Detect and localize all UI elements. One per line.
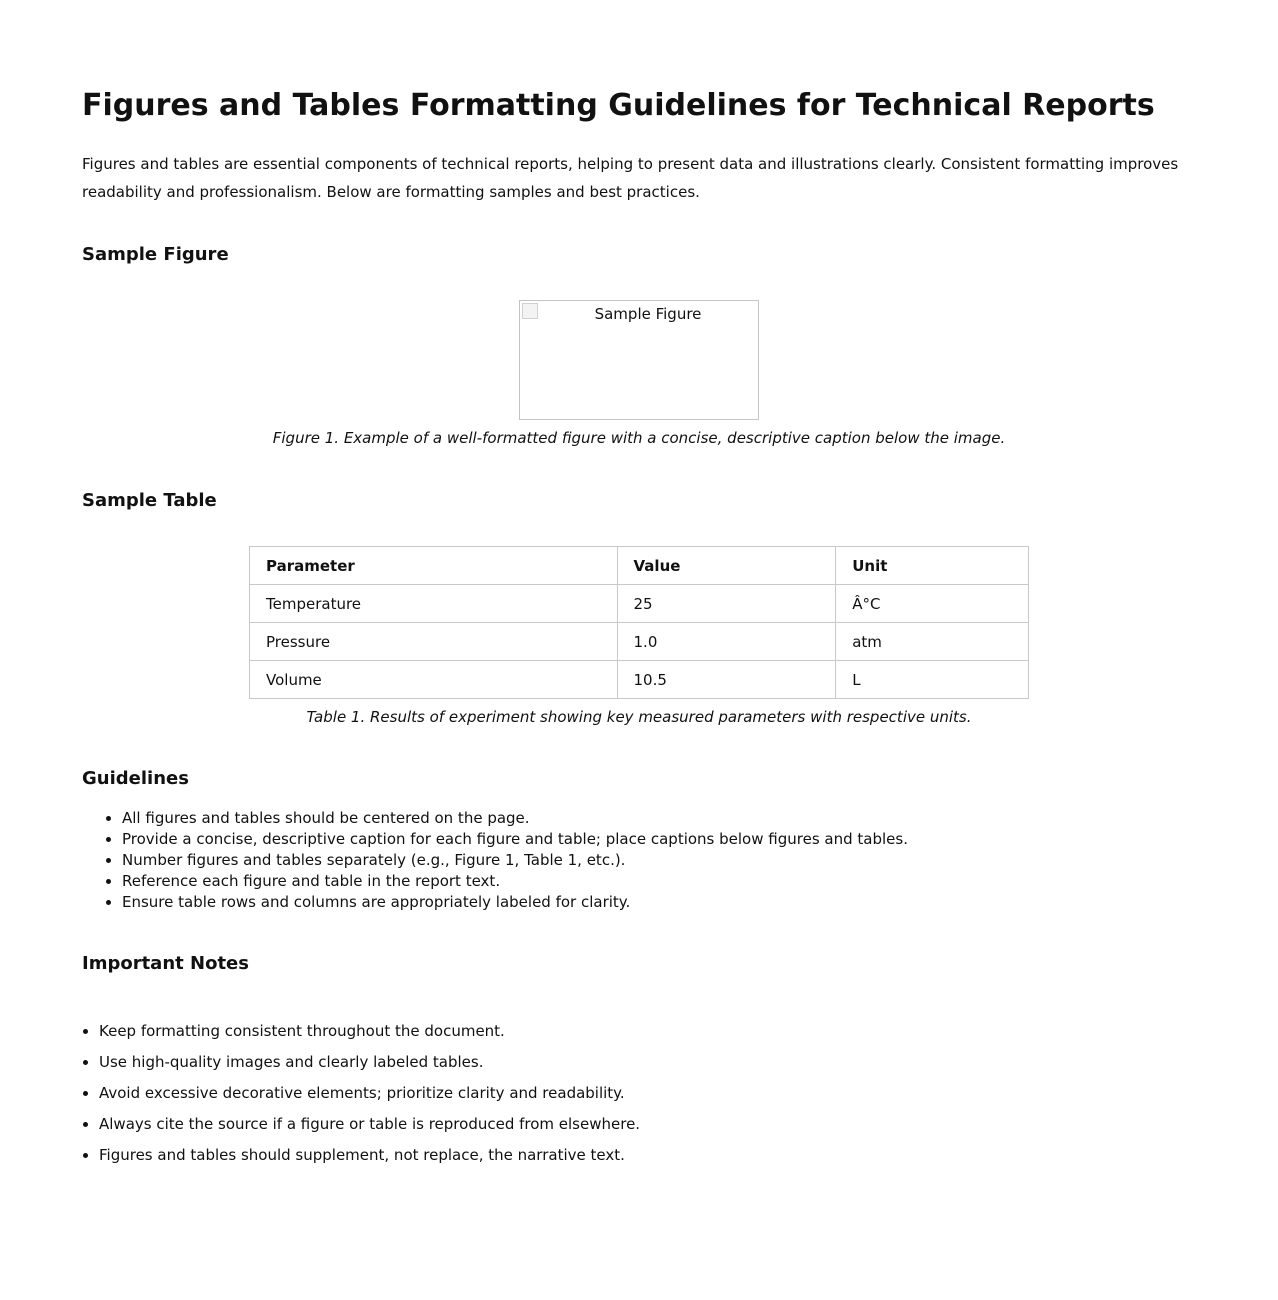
table-cell: 1.0 <box>617 623 836 661</box>
list-item: • Figures and tables should supplement, not replace, the narrative text. <box>99 1140 640 1171</box>
figure-caption: Figure 1. Example of a well-formatted figure with a concise, descriptive caption below the image. <box>272 429 1006 447</box>
table-header-row <box>250 547 1029 585</box>
page-title: Figures and Tables Formatting Guidelines for Technical Reports <box>82 88 1155 123</box>
table-cell: Temperature <box>250 585 618 623</box>
figure-alt-text: Sample Figure <box>594 305 702 323</box>
list-item: • Keep formatting consistent throughout the document. <box>99 1016 640 1047</box>
guidelines-list <box>82 808 908 913</box>
list-item: • All figures and tables should be centered on the page. <box>122 808 908 829</box>
table-cell: L <box>836 661 1029 699</box>
notes-list <box>82 1016 640 1171</box>
list-item: • Provide a concise, descriptive caption for each figure and table; place captions below figures and tables. <box>122 829 908 850</box>
column-header: Value <box>617 547 836 585</box>
table-row <box>250 585 1029 623</box>
table-caption: Table 1. Results of experiment showing key measured parameters with respective units. <box>306 708 972 726</box>
list-item: • Always cite the source if a figure or table is reproduced from elsewhere. <box>99 1109 640 1140</box>
table-row <box>250 661 1029 699</box>
table-cell: atm <box>836 623 1029 661</box>
column-header: Parameter <box>250 547 618 585</box>
list-item: • Avoid excessive decorative elements; prioritize clarity and readability. <box>99 1078 640 1109</box>
column-header: Unit <box>836 547 1029 585</box>
table-cell: Pressure <box>250 623 618 661</box>
sample-table <box>249 546 1029 699</box>
list-item: • Use high-quality images and clearly labeled tables. <box>99 1047 640 1078</box>
sample-table-heading: Sample Table <box>82 490 217 511</box>
table-row <box>250 623 1029 661</box>
list-item: • Number figures and tables separately (e.g., Figure 1, Table 1, etc.). <box>122 850 908 871</box>
sample-figure-image <box>519 300 759 420</box>
table-cell: 10.5 <box>617 661 836 699</box>
list-item: • Reference each figure and table in the report text. <box>122 871 908 892</box>
list-item: • Ensure table rows and columns are appropriately labeled for clarity. <box>122 892 908 913</box>
sample-figure-heading: Sample Figure <box>82 244 229 265</box>
table-cell: Volume <box>250 661 618 699</box>
table-cell: Â°C <box>836 585 1029 623</box>
guidelines-heading: Guidelines <box>82 768 189 789</box>
important-notes-heading: Important Notes <box>82 953 249 974</box>
intro-paragraph: Figures and tables are essential components of technical reports, helping to present data and illustrations clearly. Consistent formatting improves readability and professionalism. Below are formatting samples and best practices. <box>82 155 1179 201</box>
table-cell: 25 <box>617 585 836 623</box>
